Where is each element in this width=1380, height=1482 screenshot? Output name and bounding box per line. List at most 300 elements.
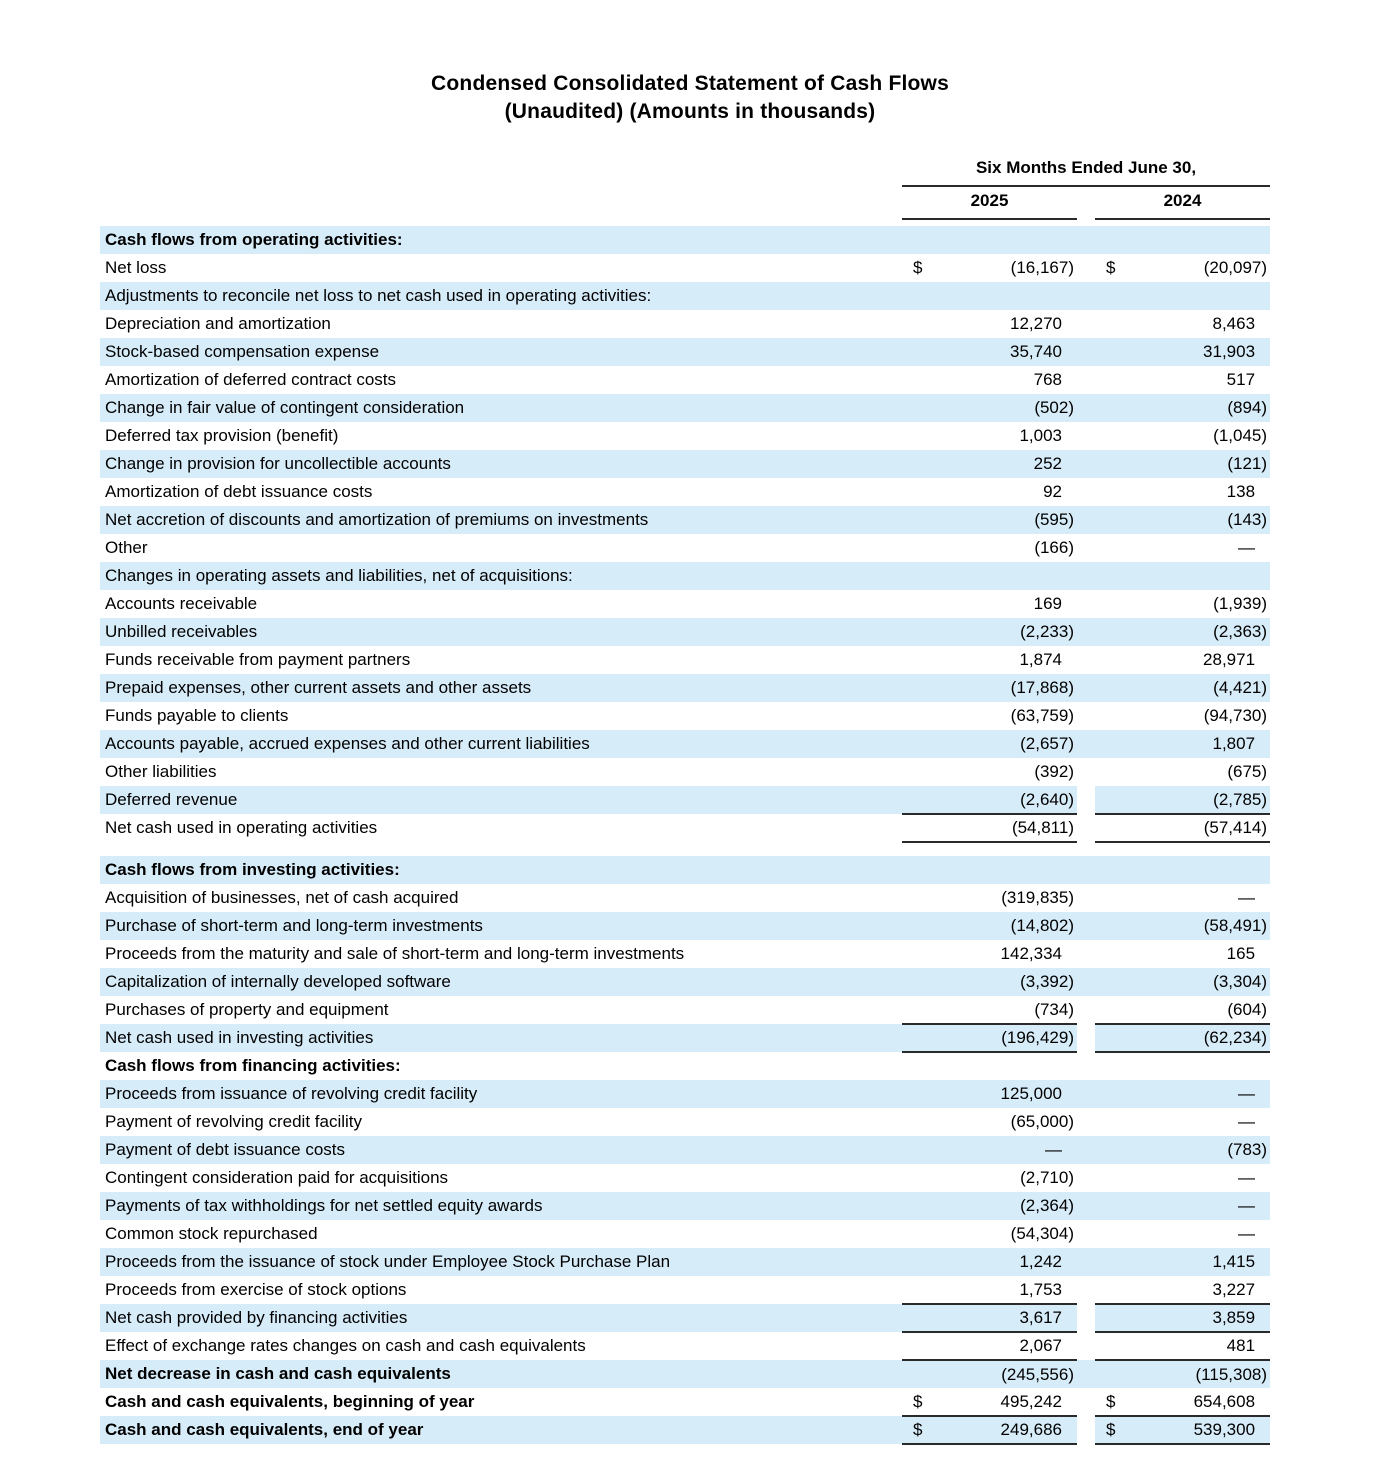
value-2025 — [902, 1108, 1077, 1136]
cell-value: (57,414) — [1203, 818, 1268, 837]
column-gap — [1077, 1276, 1095, 1304]
value-2025 — [902, 1304, 1077, 1332]
table-row — [100, 1360, 1270, 1388]
column-gap — [1077, 534, 1095, 562]
cell-value: 517 — [1226, 370, 1256, 389]
column-gap — [1077, 1192, 1095, 1220]
row-label: Net accretion of discounts and amortization of premiums on investments — [100, 506, 902, 534]
table-row — [100, 310, 1270, 338]
value-2024 — [1095, 1388, 1270, 1416]
value-2024 — [1095, 310, 1270, 338]
value-2025 — [902, 506, 1077, 534]
cell-value: 654,608 — [1193, 1391, 1256, 1411]
column-gap — [1077, 1416, 1095, 1444]
value-2025 — [902, 1136, 1077, 1164]
row-label: Net cash used in investing activities — [100, 1024, 902, 1052]
value-2024 — [1095, 1108, 1270, 1136]
row-label: Common stock repurchased — [100, 1220, 902, 1248]
value-2025 — [902, 674, 1077, 702]
table-row — [100, 1388, 1270, 1416]
value-2025 — [902, 702, 1077, 730]
dollar-sign: $ — [913, 258, 923, 277]
value-2024 — [1095, 618, 1270, 646]
column-gap — [1077, 618, 1095, 646]
empty-cell — [100, 150, 902, 186]
column-gap — [1077, 1332, 1095, 1360]
cell-value: (3,304) — [1213, 972, 1268, 991]
value-2025 — [902, 1416, 1077, 1444]
column-gap — [1077, 1108, 1095, 1136]
cell-value: 252 — [1033, 454, 1062, 473]
row-label: Prepaid expenses, other current assets and other assets — [100, 674, 902, 702]
row-label: Purchase of short-term and long-term investments — [100, 912, 902, 940]
row-label: Deferred revenue — [100, 786, 902, 814]
table-row — [100, 478, 1270, 506]
cell-value: 8,463 — [1212, 314, 1256, 333]
value-2025 — [902, 338, 1077, 366]
value-2025 — [902, 1360, 1077, 1388]
table-row — [100, 674, 1270, 702]
value-2025 — [902, 478, 1077, 506]
column-gap — [1077, 186, 1095, 219]
value-2024 — [1095, 422, 1270, 450]
row-label: Acquisition of businesses, net of cash acquired — [100, 884, 902, 912]
row-label: Cash flows from investing activities: — [100, 856, 902, 884]
cell-value: 1,874 — [1019, 650, 1062, 669]
value-2024 — [1095, 450, 1270, 478]
cell-value: — — [1238, 1196, 1256, 1215]
cell-value: (2,785) — [1213, 789, 1268, 809]
value-2025 — [902, 884, 1077, 912]
table-row — [100, 450, 1270, 478]
table-row — [100, 786, 1270, 814]
cell-value: (392) — [1034, 762, 1074, 781]
table-row — [100, 912, 1270, 940]
column-gap — [1077, 674, 1095, 702]
row-label: Unbilled receivables — [100, 618, 902, 646]
value-2024 — [1095, 702, 1270, 730]
value-2025 — [902, 1220, 1077, 1248]
cell-value: — — [1238, 1168, 1256, 1187]
value-2024 — [1095, 254, 1270, 282]
cell-value: 125,000 — [1000, 1084, 1062, 1103]
document-title-line1: Condensed Consolidated Statement of Cash Flows — [431, 72, 949, 95]
cell-value: (65,000) — [1010, 1112, 1074, 1131]
cell-value: (14,802) — [1010, 916, 1074, 935]
cell-value: 165 — [1226, 944, 1256, 963]
cell-value: 92 — [1043, 482, 1062, 501]
cell-value: (2,657) — [1020, 734, 1074, 753]
cell-value: 495,242 — [1000, 1391, 1062, 1411]
row-label: Stock-based compensation expense — [100, 338, 902, 366]
value-2024 — [1095, 1248, 1270, 1276]
column-gap — [1077, 786, 1095, 814]
dollar-sign: $ — [1106, 1391, 1116, 1411]
cell-value: 1,003 — [1019, 426, 1062, 445]
cell-value: (734) — [1034, 999, 1074, 1019]
table-row — [100, 590, 1270, 618]
cell-value: (2,363) — [1213, 622, 1268, 641]
cell-value: (115,308) — [1195, 1364, 1268, 1384]
cell-value: (143) — [1227, 510, 1268, 529]
cell-value: 249,686 — [1000, 1420, 1062, 1439]
table-row — [100, 1108, 1270, 1136]
cell-value: 31,903 — [1203, 342, 1256, 361]
row-label: Net loss — [100, 254, 902, 282]
value-2025 — [902, 590, 1077, 618]
column-gap — [1077, 1136, 1095, 1164]
value-2024 — [1095, 366, 1270, 394]
row-label: Change in provision for uncollectible accounts — [100, 450, 902, 478]
table-row — [100, 1052, 1270, 1080]
row-label: Net cash used in operating activities — [100, 814, 902, 842]
cell-value: (4,421) — [1213, 678, 1268, 697]
value-2024 — [1095, 912, 1270, 940]
table-row — [100, 730, 1270, 758]
cell-value: 138 — [1226, 482, 1256, 501]
cell-value: (2,640) — [1020, 789, 1074, 809]
cell-value: (196,429) — [1001, 1028, 1074, 1047]
column-gap — [1077, 1024, 1095, 1052]
cell-value: 3,859 — [1212, 1308, 1256, 1327]
cell-value: — — [1238, 538, 1256, 557]
column-gap — [1077, 338, 1095, 366]
row-label: Proceeds from issuance of revolving credit facility — [100, 1080, 902, 1108]
column-gap — [1077, 1052, 1095, 1080]
value-2024 — [1095, 1304, 1270, 1332]
cell-value: (3,392) — [1020, 972, 1074, 991]
column-gap — [1077, 1248, 1095, 1276]
row-label: Amortization of debt issuance costs — [100, 478, 902, 506]
value-2025 — [902, 254, 1077, 282]
column-gap — [1077, 590, 1095, 618]
cell-value: (16,167) — [1010, 258, 1074, 277]
value-2025 — [902, 758, 1077, 786]
value-2025 — [902, 1164, 1077, 1192]
cell-value: 3,617 — [1019, 1308, 1062, 1327]
document-title — [0, 0, 1380, 126]
cell-value: (20,097) — [1203, 258, 1268, 277]
cell-value: 1,807 — [1212, 734, 1256, 753]
period-header: Six Months Ended June 30, — [902, 150, 1270, 186]
column-header-2025: 2025 — [902, 186, 1077, 219]
value-2024 — [1095, 940, 1270, 968]
cell-value: 142,334 — [1000, 944, 1062, 963]
column-gap — [1077, 478, 1095, 506]
row-label: Adjustments to reconcile net loss to net cash used in operating activities: — [100, 282, 902, 310]
value-2025 — [902, 730, 1077, 758]
value-2025 — [902, 996, 1077, 1024]
value-2024 — [1095, 394, 1270, 422]
row-label: Contingent consideration paid for acquisitions — [100, 1164, 902, 1192]
table-row — [100, 1416, 1270, 1444]
column-gap — [1077, 366, 1095, 394]
value-2024 — [1095, 338, 1270, 366]
column-gap — [1077, 282, 1095, 310]
empty-cell — [100, 186, 902, 219]
table-row — [100, 856, 1270, 884]
value-2025 — [902, 450, 1077, 478]
value-2025 — [902, 226, 1077, 254]
row-label: Deferred tax provision (benefit) — [100, 422, 902, 450]
value-2024 — [1095, 590, 1270, 618]
cell-value: 539,300 — [1193, 1420, 1256, 1439]
table-row — [100, 506, 1270, 534]
value-2024 — [1095, 814, 1270, 842]
column-gap — [1077, 856, 1095, 884]
cell-value: — — [1238, 1224, 1256, 1243]
column-gap — [1077, 226, 1095, 254]
column-gap — [1077, 912, 1095, 940]
table-row — [100, 884, 1270, 912]
row-label: Other — [100, 534, 902, 562]
value-2024 — [1095, 1276, 1270, 1304]
table-row — [100, 366, 1270, 394]
value-2024 — [1095, 534, 1270, 562]
value-2024 — [1095, 1080, 1270, 1108]
cell-value: (319,835) — [1001, 888, 1074, 907]
column-gap — [1077, 730, 1095, 758]
cell-value: (502) — [1034, 398, 1074, 417]
column-gap — [1077, 394, 1095, 422]
value-2024 — [1095, 562, 1270, 590]
row-label: Changes in operating assets and liabilities, net of acquisitions: — [100, 562, 902, 590]
row-label: Proceeds from the issuance of stock under Employee Stock Purchase Plan — [100, 1248, 902, 1276]
table-row — [100, 618, 1270, 646]
cell-value: — — [1238, 1084, 1256, 1103]
cell-value: — — [1045, 1140, 1062, 1159]
cell-value: (17,868) — [1010, 678, 1074, 697]
value-2025 — [902, 968, 1077, 996]
dollar-sign: $ — [913, 1420, 923, 1439]
value-2025 — [902, 1388, 1077, 1416]
column-gap — [1077, 562, 1095, 590]
row-label: Proceeds from the maturity and sale of short-term and long-term investments — [100, 940, 902, 968]
column-gap — [1077, 758, 1095, 786]
cell-value: (1,045) — [1213, 426, 1268, 445]
value-2024 — [1095, 856, 1270, 884]
value-2025 — [902, 1080, 1077, 1108]
table-row — [100, 758, 1270, 786]
value-2024 — [1095, 786, 1270, 814]
cell-value: 28,971 — [1203, 650, 1256, 669]
value-2025 — [902, 856, 1077, 884]
cell-value: — — [1238, 888, 1256, 907]
dollar-sign: $ — [913, 1391, 923, 1411]
cell-value: (94,730) — [1203, 706, 1268, 725]
value-2025 — [902, 1192, 1077, 1220]
value-2024 — [1095, 478, 1270, 506]
value-2024 — [1095, 968, 1270, 996]
cell-value: (604) — [1227, 999, 1268, 1019]
cell-value: (675) — [1227, 762, 1268, 781]
table-row — [100, 1024, 1270, 1052]
table-row — [100, 534, 1270, 562]
value-2025 — [902, 940, 1077, 968]
header-spacer-row — [100, 219, 1270, 226]
dollar-sign: $ — [1106, 1420, 1116, 1439]
cell-value: (245,556) — [1001, 1364, 1074, 1384]
row-label: Accounts payable, accrued expenses and other current liabilities — [100, 730, 902, 758]
section-spacer-row — [100, 842, 1270, 856]
value-2024 — [1095, 1192, 1270, 1220]
row-label: Depreciation and amortization — [100, 310, 902, 338]
value-2025 — [902, 618, 1077, 646]
cell-value: 2,067 — [1019, 1336, 1062, 1355]
table-row — [100, 226, 1270, 254]
column-gap — [1077, 968, 1095, 996]
cell-value: (63,759) — [1010, 706, 1074, 725]
value-2024 — [1095, 1024, 1270, 1052]
column-gap — [1077, 254, 1095, 282]
value-2024 — [1095, 1360, 1270, 1388]
value-2024 — [1095, 996, 1270, 1024]
value-2025 — [902, 282, 1077, 310]
table-row — [100, 254, 1270, 282]
cell-value: (121) — [1227, 454, 1268, 473]
value-2025 — [902, 1248, 1077, 1276]
row-label: Capitalization of internally developed software — [100, 968, 902, 996]
column-gap — [1077, 310, 1095, 338]
period-header-row — [100, 150, 1270, 186]
row-label: Other liabilities — [100, 758, 902, 786]
cell-value: (1,939) — [1213, 594, 1268, 613]
row-label: Cash flows from financing activities: — [100, 1052, 902, 1080]
value-2024 — [1095, 758, 1270, 786]
value-2025 — [902, 310, 1077, 338]
table-row — [100, 1332, 1270, 1360]
column-gap — [1077, 1220, 1095, 1248]
value-2024 — [1095, 1052, 1270, 1080]
value-2025 — [902, 1276, 1077, 1304]
column-header-2024: 2024 — [1095, 186, 1270, 219]
cell-value: 3,227 — [1212, 1279, 1256, 1299]
value-2024 — [1095, 674, 1270, 702]
cell-value: (54,811) — [1011, 818, 1074, 837]
cell-value: 481 — [1226, 1336, 1256, 1355]
value-2025 — [902, 534, 1077, 562]
value-2025 — [902, 562, 1077, 590]
cell-value: (58,491) — [1203, 916, 1268, 935]
cell-value: (2,364) — [1020, 1196, 1074, 1215]
table-row — [100, 338, 1270, 366]
cell-value: — — [1238, 1112, 1256, 1131]
cell-value: 35,740 — [1010, 342, 1062, 361]
document-title-line2: (Unaudited) (Amounts in thousands) — [504, 100, 876, 123]
column-gap — [1077, 1080, 1095, 1108]
column-gap — [1077, 996, 1095, 1024]
value-2025 — [902, 646, 1077, 674]
column-gap — [1077, 450, 1095, 478]
table-row — [100, 940, 1270, 968]
value-2024 — [1095, 884, 1270, 912]
value-2024 — [1095, 226, 1270, 254]
row-label: Net cash provided by financing activities — [100, 1304, 902, 1332]
row-label: Change in fair value of contingent consideration — [100, 394, 902, 422]
cell-value: 1,415 — [1212, 1252, 1256, 1271]
value-2025 — [902, 1052, 1077, 1080]
table-row — [100, 1080, 1270, 1108]
table-row — [100, 1192, 1270, 1220]
table-row — [100, 968, 1270, 996]
table-row — [100, 646, 1270, 674]
cell-value: (783) — [1227, 1140, 1268, 1159]
column-gap — [1077, 814, 1095, 842]
row-label: Cash flows from operating activities: — [100, 226, 902, 254]
cell-value: 12,270 — [1010, 314, 1062, 333]
column-gap — [1077, 940, 1095, 968]
value-2025 — [902, 1332, 1077, 1360]
value-2024 — [1095, 1136, 1270, 1164]
cell-value: (2,710) — [1020, 1168, 1074, 1187]
column-gap — [1077, 422, 1095, 450]
table-row — [100, 1164, 1270, 1192]
row-label: Funds receivable from payment partners — [100, 646, 902, 674]
value-2025 — [902, 366, 1077, 394]
table-row — [100, 996, 1270, 1024]
column-gap — [1077, 884, 1095, 912]
table-row — [100, 1248, 1270, 1276]
value-2025 — [902, 786, 1077, 814]
table-row — [100, 1276, 1270, 1304]
row-label: Accounts receivable — [100, 590, 902, 618]
column-gap — [1077, 1360, 1095, 1388]
table-row — [100, 1220, 1270, 1248]
row-label: Cash and cash equivalents, end of year — [100, 1416, 902, 1444]
row-label: Cash and cash equivalents, beginning of year — [100, 1388, 902, 1416]
value-2024 — [1095, 646, 1270, 674]
value-2024 — [1095, 506, 1270, 534]
table-row — [100, 814, 1270, 842]
row-label: Effect of exchange rates changes on cash and cash equivalents — [100, 1332, 902, 1360]
row-label: Payments of tax withholdings for net settled equity awards — [100, 1192, 902, 1220]
column-gap — [1077, 1388, 1095, 1416]
table-row — [100, 562, 1270, 590]
value-2025 — [902, 422, 1077, 450]
table-row — [100, 282, 1270, 310]
dollar-sign: $ — [1106, 258, 1116, 277]
value-2024 — [1095, 1164, 1270, 1192]
value-2024 — [1095, 1416, 1270, 1444]
table-row — [100, 1136, 1270, 1164]
cell-value: (894) — [1227, 398, 1268, 417]
year-header-row — [100, 186, 1270, 219]
cell-value: 169 — [1033, 594, 1062, 613]
cell-value: 1,242 — [1019, 1252, 1062, 1271]
value-2025 — [902, 394, 1077, 422]
row-label: Net decrease in cash and cash equivalents — [100, 1360, 902, 1388]
column-gap — [1077, 702, 1095, 730]
row-label: Payment of revolving credit facility — [100, 1108, 902, 1136]
row-label: Proceeds from exercise of stock options — [100, 1276, 902, 1304]
value-2024 — [1095, 1220, 1270, 1248]
cell-value: (62,234) — [1203, 1028, 1268, 1047]
cell-value: (2,233) — [1020, 622, 1074, 641]
column-gap — [1077, 1164, 1095, 1192]
cell-value: 768 — [1033, 370, 1062, 389]
cell-value: (54,304) — [1010, 1224, 1074, 1243]
value-2024 — [1095, 1332, 1270, 1360]
value-2025 — [902, 1024, 1077, 1052]
cell-value: (595) — [1034, 510, 1074, 529]
column-gap — [1077, 1304, 1095, 1332]
cell-value: (166) — [1034, 538, 1074, 557]
column-gap — [1077, 506, 1095, 534]
column-gap — [1077, 646, 1095, 674]
table-row — [100, 394, 1270, 422]
row-label: Funds payable to clients — [100, 702, 902, 730]
cash-flow-table — [100, 150, 1270, 1445]
